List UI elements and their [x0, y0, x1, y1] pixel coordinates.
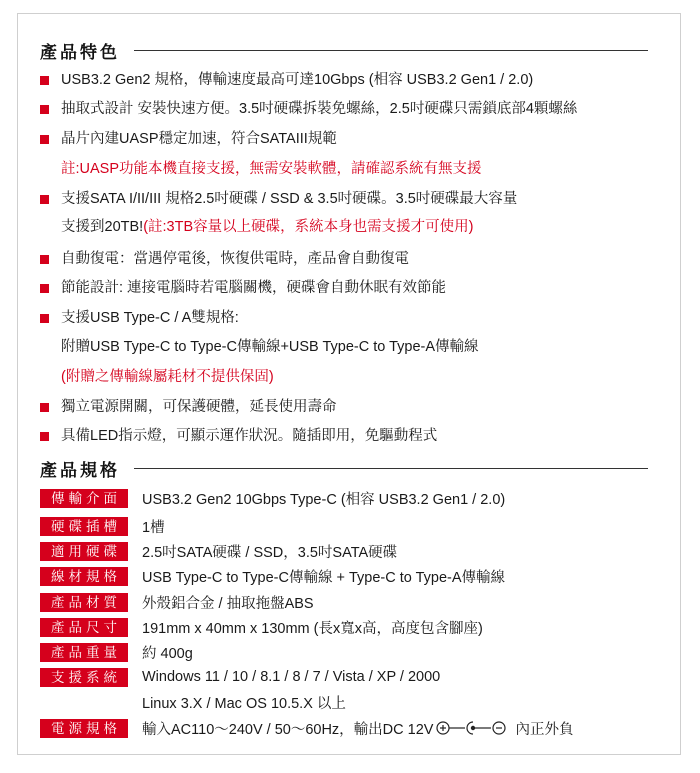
features-heading — [40, 38, 648, 63]
spec-row — [40, 564, 505, 588]
feature-line: 支援SATA I/II/III 規格2.5吋硬碟 / SSD & 3.5吋硬碟。3.5吋硬碟最大容量 — [40, 186, 517, 212]
spec-value: 2.5吋SATA硬碟 / SSD，3.5吋SATA硬碟 — [142, 544, 398, 561]
spec-value: 輸入AC110～240V / 50～60Hz，輸出DC 12V — [142, 721, 434, 738]
spec-label: 產品尺寸 — [40, 618, 128, 637]
spec-value: 約 400g — [142, 645, 193, 662]
bullet-icon — [40, 403, 49, 412]
feature-line: 具備LED指示燈，可顯示運作狀況。隨插即用，免驅動程式 — [40, 423, 437, 449]
spec-row — [40, 615, 483, 639]
spec-value: Windows 11 / 10 / 8.1 / 8 / 7 / Vista / XP / 2000 — [142, 669, 441, 685]
feature-line: USB3.2 Gen2 規格，傳輸速度最高可達10Gbps (相容 USB3.2 Gen1 / 2.0) — [40, 67, 533, 93]
spec-value: 1槽 — [142, 519, 165, 536]
feature-line: 晶片內建UASP穩定加速，符合SATAIII規範 — [40, 126, 337, 152]
spec-row-continuation — [142, 690, 346, 714]
feature-continuation: 附贈USB Type-C to Type-C傳輸線+USB Type-C to Type-A傳輸線 — [61, 339, 479, 355]
spec-value: USB Type-C to Type-C傳輸線 + Type-C to Type-A傳輸線 — [142, 569, 506, 586]
bullet-icon — [40, 284, 49, 293]
spec-label: 傳輸介面 — [40, 489, 128, 508]
spec-value: 191mm x 40mm x 130mm (長x寬x高，高度包含腳座) — [142, 620, 483, 637]
spec-row — [40, 716, 573, 740]
specs-title: 產品規格 — [40, 461, 120, 480]
spec-label: 產品材質 — [40, 593, 128, 612]
spec-row — [40, 514, 165, 538]
spec-label: 適用硬碟 — [40, 542, 128, 561]
feature-note: (附贈之傳輸線屬耗材不提供保固) — [61, 369, 274, 385]
bullet-icon — [40, 76, 49, 85]
bullet-icon — [40, 195, 49, 204]
bullet-icon — [40, 314, 49, 323]
features-title: 產品特色 — [40, 43, 120, 62]
specs-heading — [40, 456, 648, 481]
spec-label: 支援系統 — [40, 668, 128, 687]
spec-row — [40, 665, 440, 689]
feature-line: 獨立電源開關，可保護硬體，延長使用壽命 — [40, 394, 337, 420]
features-rule — [134, 50, 648, 51]
feature-line: 支援USB Type-C / A雙規格: — [40, 305, 239, 331]
spec-value-suffix: 內正外負 — [515, 721, 574, 738]
feature-continuation: 支援到20TB! (註:3TB容量以上硬碟，系統本身也需支援才可使用) — [61, 214, 473, 240]
spec-value: USB3.2 Gen2 10Gbps Type-C (相容 USB3.2 Gen1 / 2.0) — [142, 491, 506, 508]
spec-label: 硬碟插槽 — [40, 517, 128, 536]
spec-label: 電源規格 — [40, 719, 128, 738]
bullet-icon — [40, 135, 49, 144]
spec-row — [40, 539, 397, 563]
bullet-icon — [40, 105, 49, 114]
feature-line: 節能設計: 連接電腦時若電腦關機，硬碟會自動休眠有效節能 — [40, 275, 446, 301]
spec-row — [40, 486, 505, 510]
spec-label: 產品重量 — [40, 643, 128, 662]
specs-rule — [134, 468, 648, 469]
capacity-note: (註:3TB容量以上硬碟，系統本身也需支援才可使用) — [143, 219, 474, 235]
feature-note: 註:UASP功能本機直接支援，無需安裝軟體，請確認系統有無支援 — [61, 161, 482, 177]
dc-polarity-icon — [435, 720, 513, 736]
spec-row — [40, 640, 193, 664]
spec-row — [40, 590, 314, 614]
spec-value: Linux 3.X / Mac OS 10.5.X 以上 — [142, 695, 346, 712]
bullet-icon — [40, 432, 49, 441]
bullet-icon — [40, 255, 49, 264]
feature-line: 抽取式設計 安裝快速方便。3.5吋硬碟拆裝免螺絲，2.5吋硬碟只需鎖底部4顆螺絲 — [40, 96, 577, 122]
spec-label: 線材規格 — [40, 567, 128, 586]
feature-line: 自動復電：當遇停電後，恢復供電時，產品會自動復電 — [40, 246, 409, 272]
spec-value: 外殼鋁合金 / 抽取拖盤ABS — [142, 595, 314, 612]
